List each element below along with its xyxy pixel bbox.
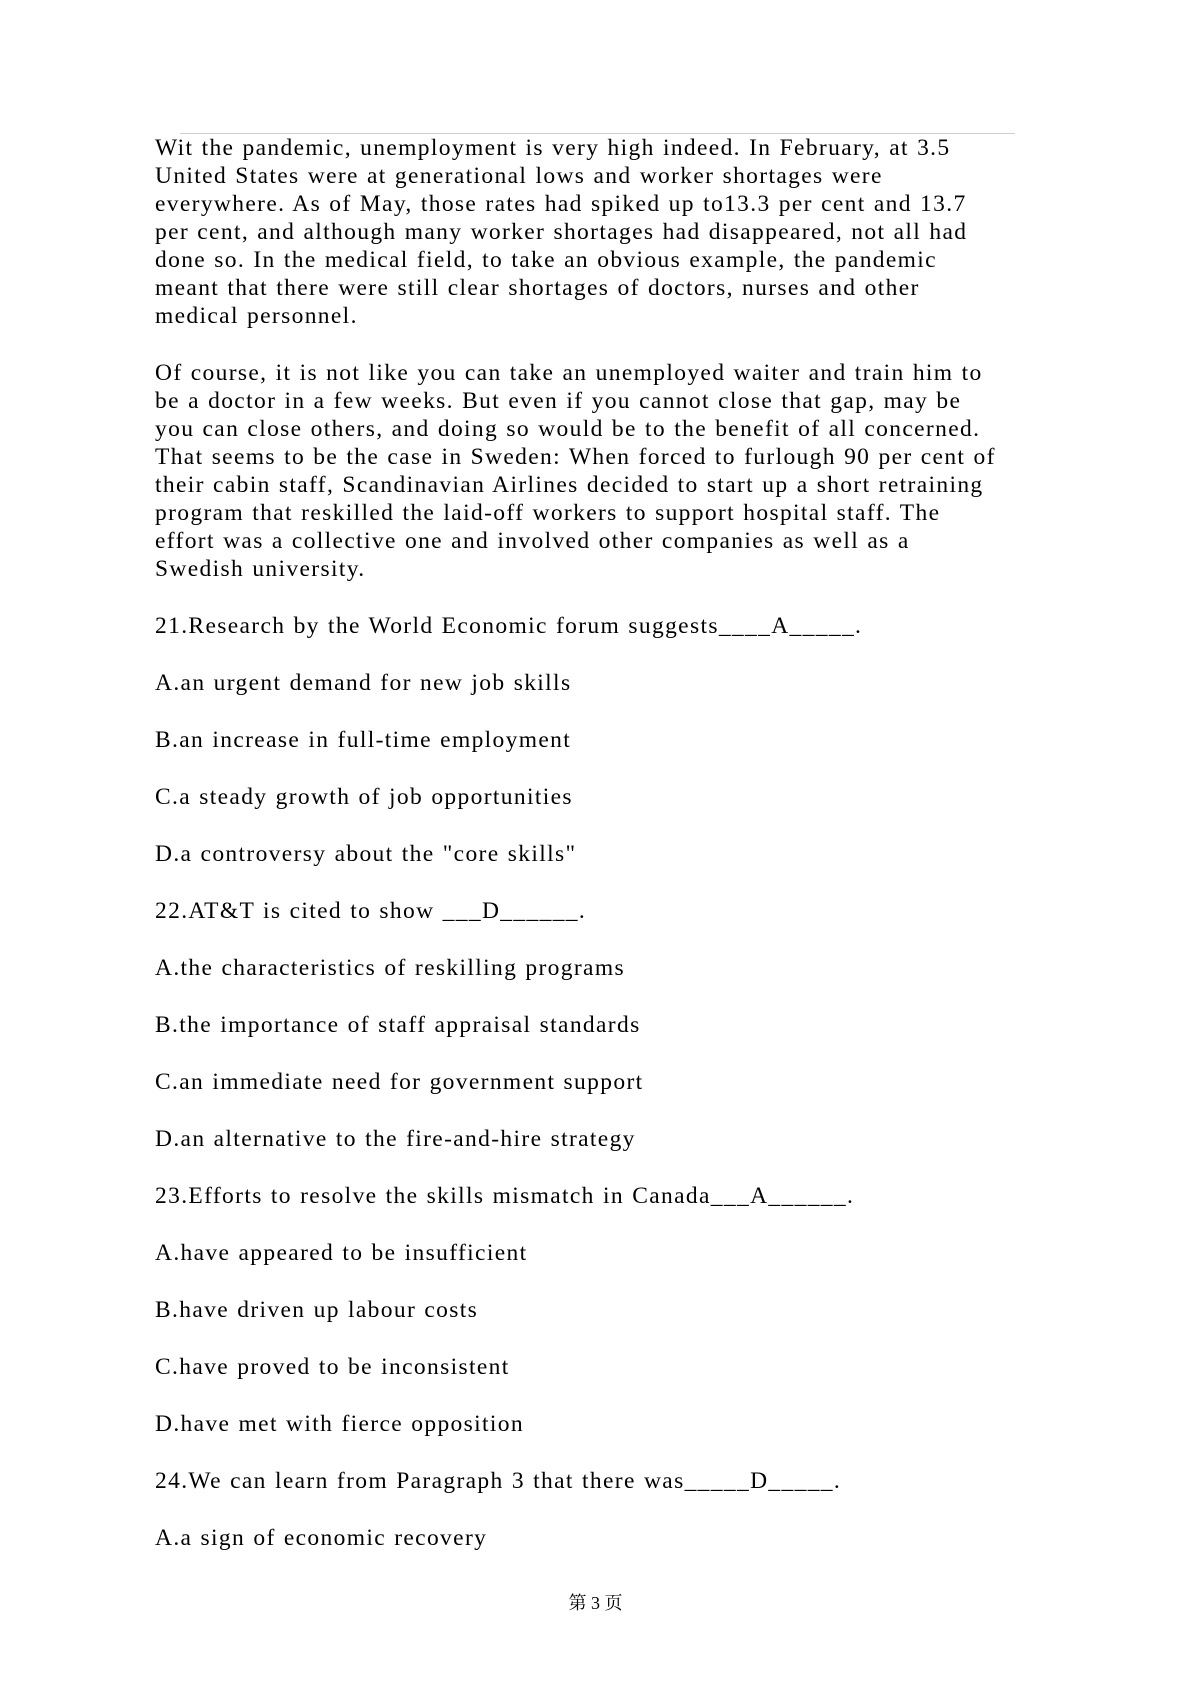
text-line: you can close others, and doing so would be to the benefit of all concerned.	[155, 416, 981, 442]
question-22-option-b: B.the importance of staff appraisal standards	[155, 1012, 641, 1038]
question-23-option-b: B.have driven up labour costs	[155, 1297, 479, 1323]
question-22-stem: 22.AT&T is cited to show ___D______.	[155, 898, 587, 924]
question-23-option-c: C.have proved to be inconsistent	[155, 1354, 510, 1380]
text-line: program that reskilled the laid-off workers to support hospital staff. The	[155, 500, 941, 526]
text-line: meant that there were still clear shortages of doctors, nurses and other	[155, 275, 920, 301]
text-line: be a doctor in a few weeks. But even if you cannot close that gap, may be	[155, 388, 962, 414]
paragraph-1	[155, 134, 1060, 330]
text-line: United States were at generational lows and worker shortages were	[155, 163, 883, 189]
page-number: 第 3 页	[568, 1593, 623, 1613]
question-23-option-d: D.have met with fierce opposition	[155, 1411, 524, 1437]
question-21-stem: 21.Research by the World Economic forum suggests____A_____.	[155, 613, 863, 639]
text-line: everywhere. As of May, those rates had spiked up to13.3 per cent and 13.7	[155, 191, 967, 217]
document-body	[155, 134, 1060, 1581]
question-21-option-a: A.an urgent demand for new job skills	[155, 670, 572, 696]
text-line: per cent, and although many worker shortages had disappeared, not all had	[155, 219, 968, 245]
text-line: medical personnel.	[155, 303, 358, 329]
question-24-option-a: A.a sign of economic recovery	[155, 1525, 488, 1551]
text-line: That seems to be the case in Sweden: When forced to furlough 90 per cent of	[155, 444, 996, 470]
paragraph-2	[155, 359, 1060, 583]
text-line: Wit the pandemic, unemployment is very high indeed. In February, at 3.5	[155, 135, 951, 161]
question-24-stem: 24.We can learn from Paragraph 3 that there was_____D_____.	[155, 1468, 842, 1494]
text-line: done so. In the medical field, to take an obvious example, the pandemic	[155, 247, 937, 273]
question-21-option-c: C.a steady growth of job opportunities	[155, 784, 573, 810]
question-21-option-d: D.a controversy about the "core skills"	[155, 841, 577, 867]
text-line: their cabin staff, Scandinavian Airlines decided to start up a short retraining	[155, 472, 984, 498]
question-21-option-b: B.an increase in full-time employment	[155, 727, 572, 753]
question-23-option-a: A.have appeared to be insufficient	[155, 1240, 528, 1266]
question-22-option-a: A.the characteristics of reskilling programs	[155, 955, 625, 981]
text-line: Of course, it is not like you can take an unemployed waiter and train him to	[155, 360, 983, 386]
text-line: effort was a collective one and involved other companies as well as a	[155, 528, 910, 554]
question-23-stem: 23.Efforts to resolve the skills mismatch in Canada___A______.	[155, 1183, 855, 1209]
text-line: Swedish university.	[155, 556, 366, 582]
question-22-option-d: D.an alternative to the fire-and-hire strategy	[155, 1126, 636, 1152]
question-22-option-c: C.an immediate need for government support	[155, 1069, 644, 1095]
